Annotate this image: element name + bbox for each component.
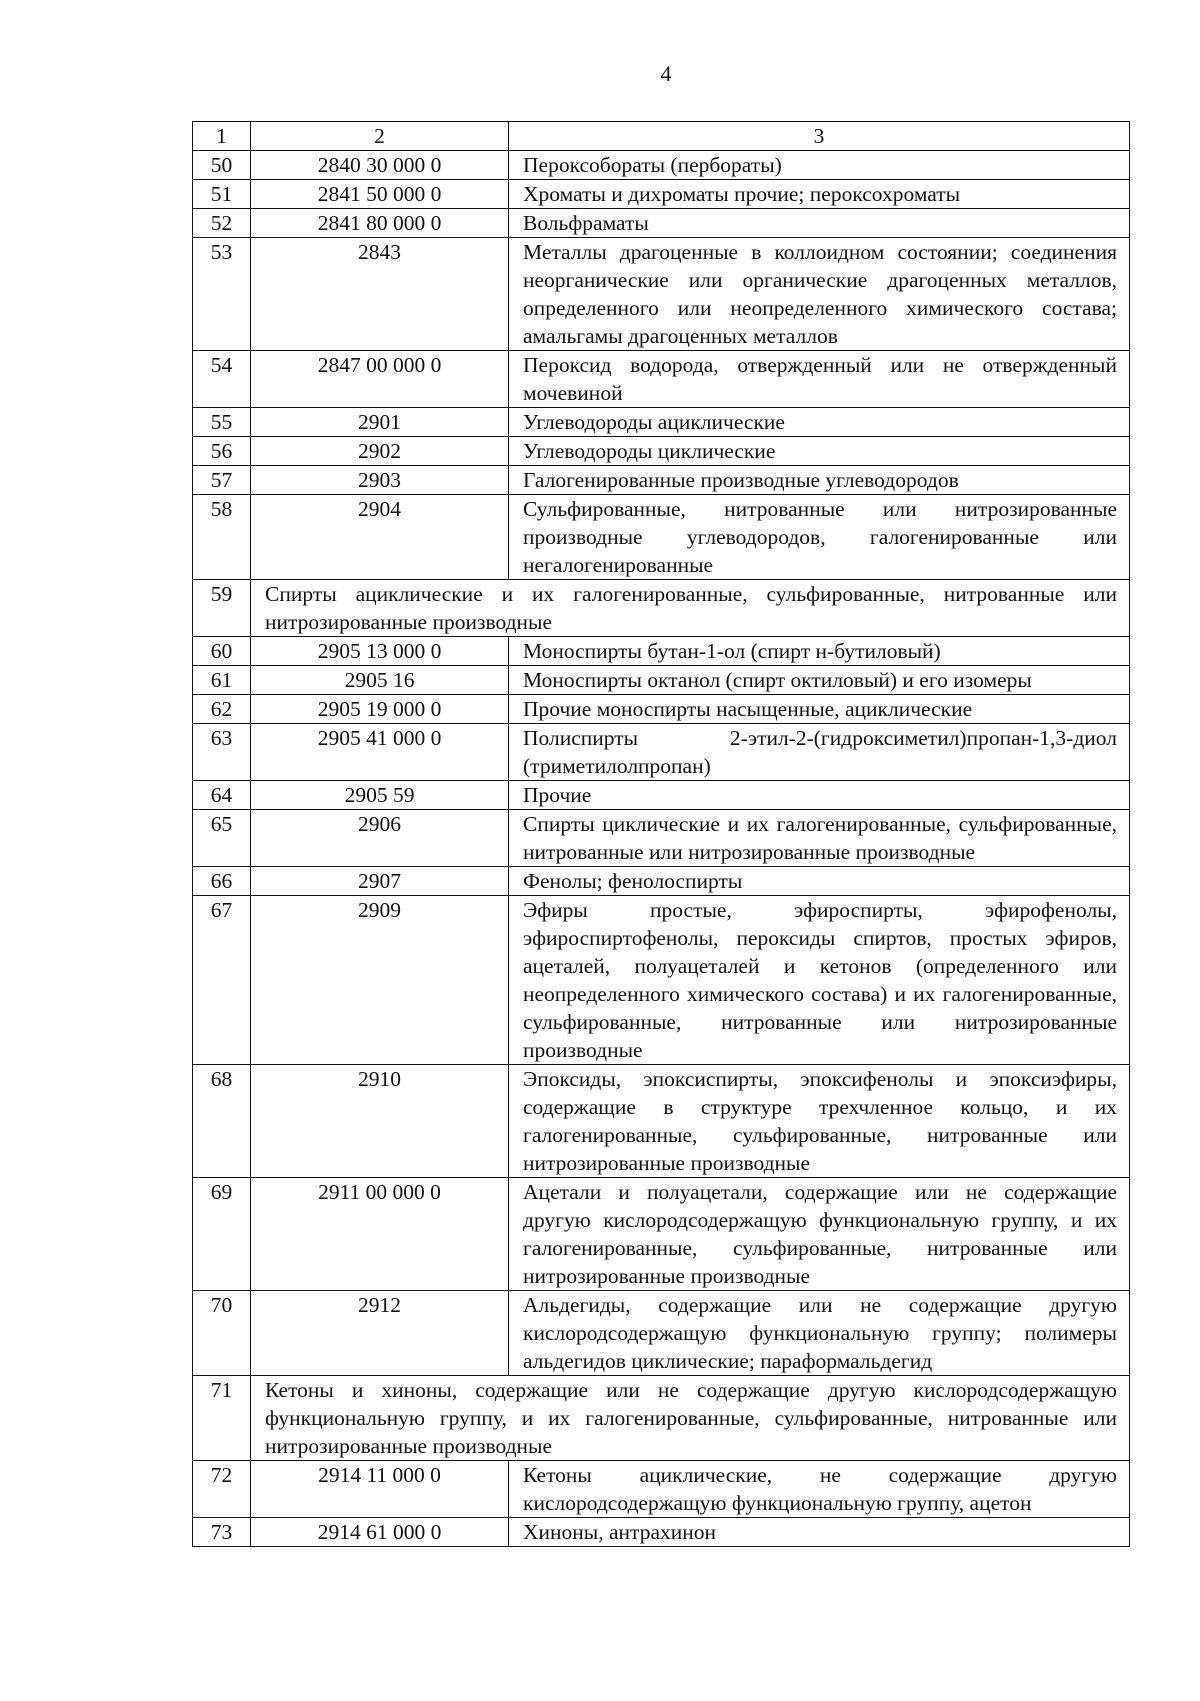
- hs-code: 2843: [251, 238, 509, 351]
- table-row: [193, 408, 1130, 437]
- hs-code: 2847 00 000 0: [251, 351, 509, 408]
- goods-description: Моноспирты бутан-1-ол (спирт н-бутиловый): [509, 637, 1130, 666]
- goods-description: Хиноны, антрахинон: [509, 1518, 1130, 1547]
- row-number: 62: [193, 695, 251, 724]
- row-number: 73: [193, 1518, 251, 1547]
- row-number: 59: [193, 580, 251, 637]
- hs-code: 2905 16: [251, 666, 509, 695]
- goods-description: Прочие: [509, 781, 1130, 810]
- row-number: 61: [193, 666, 251, 695]
- row-number: 57: [193, 466, 251, 495]
- goods-description: Углеводороды циклические: [509, 437, 1130, 466]
- hs-code: 2904: [251, 495, 509, 580]
- goods-description: Пероксобораты (пербораты): [509, 151, 1130, 180]
- table-row: [193, 637, 1130, 666]
- goods-description: Металлы драгоценные в коллоидном состоянии; соединения неорганические или органические драгоценных металлов, определенного или неопределенного химического состава; амальгамы драгоценных металлов: [509, 238, 1130, 351]
- goods-description: Эпоксиды, эпоксиспирты, эпоксифенолы и эпоксиэфиры, содержащие в структуре трехчленное кольцо, и их галогенированные, сульфированные, нитрованные или нитрозированные производные: [509, 1065, 1130, 1178]
- table-row: [193, 1178, 1130, 1291]
- table-row: [193, 810, 1130, 867]
- hs-code: 2905 19 000 0: [251, 695, 509, 724]
- column-header: 2: [251, 122, 509, 151]
- goods-description: Пероксид водорода, отвержденный или не отвержденный мочевиной: [509, 351, 1130, 408]
- row-number: 56: [193, 437, 251, 466]
- goods-description: Хроматы и дихроматы прочие; пероксохроматы: [509, 180, 1130, 209]
- table-row: [193, 896, 1130, 1065]
- goods-description: Спирты циклические и их галогенированные, сульфированные, нитрованные или нитрозированные производные: [509, 810, 1130, 867]
- table-row: [193, 1065, 1130, 1178]
- hs-code: 2911 00 000 0: [251, 1178, 509, 1291]
- hs-code: 2909: [251, 896, 509, 1065]
- hs-code: 2840 30 000 0: [251, 151, 509, 180]
- row-number: 67: [193, 896, 251, 1065]
- table-row: [193, 180, 1130, 209]
- table-row: [193, 580, 1130, 637]
- table-row: [193, 351, 1130, 408]
- hs-code: 2841 80 000 0: [251, 209, 509, 238]
- goods-table: [192, 121, 1130, 1547]
- hs-code: 2906: [251, 810, 509, 867]
- goods-description: Сульфированные, нитрованные или нитрозированные производные углеводородов, галогенированные или негалогенированные: [509, 495, 1130, 580]
- table-row: [193, 867, 1130, 896]
- goods-description: Ацетали и полуацетали, содержащие или не содержащие другую кислородсодержащую функциональную группу, и их галогенированные, сульфированные, нитрованные или нитрозированные производные: [509, 1178, 1130, 1291]
- goods-description: Моноспирты октанол (спирт октиловый) и его изомеры: [509, 666, 1130, 695]
- group-heading: Спирты ациклические и их галогенированные, сульфированные, нитрованные или нитрозированные производные: [251, 580, 1130, 637]
- row-number: 63: [193, 724, 251, 781]
- hs-code: 2907: [251, 867, 509, 896]
- row-number: 58: [193, 495, 251, 580]
- table-row: [193, 209, 1130, 238]
- row-number: 60: [193, 637, 251, 666]
- page-number: 4: [660, 61, 672, 86]
- table-row: [193, 695, 1130, 724]
- column-header: 3: [509, 122, 1130, 151]
- table-row: [193, 1518, 1130, 1547]
- table-row: [193, 1291, 1130, 1376]
- table-row: [193, 151, 1130, 180]
- row-number: 69: [193, 1178, 251, 1291]
- table-row: [193, 495, 1130, 580]
- hs-code: 2901: [251, 408, 509, 437]
- hs-code: 2910: [251, 1065, 509, 1178]
- row-number: 72: [193, 1461, 251, 1518]
- row-number: 52: [193, 209, 251, 238]
- hs-code: 2905 59: [251, 781, 509, 810]
- table-row: [193, 724, 1130, 781]
- row-number: 68: [193, 1065, 251, 1178]
- row-number: 53: [193, 238, 251, 351]
- goods-description: Альдегиды, содержащие или не содержащие другую кислородсодержащую функциональную группу; полимеры альдегидов циклические; параформальдегид: [509, 1291, 1130, 1376]
- hs-code: 2903: [251, 466, 509, 495]
- table-row: [193, 781, 1130, 810]
- goods-description: Полиспирты 2-этил-2-(гидроксиметил)пропан-1,3-диол (триметилолпропан): [509, 724, 1130, 781]
- table-row: [193, 1376, 1130, 1461]
- goods-description: Галогенированные производные углеводородов: [509, 466, 1130, 495]
- goods-description: Эфиры простые, эфироспирты, эфирофенолы, эфироспиртофенолы, пероксиды спиртов, простых эфиров, ацеталей, полуацеталей и кетонов (определенного или неопределенного химического состава) и их галогенированные, сульфированные, нитрованные или нитрозированные производные: [509, 896, 1130, 1065]
- row-number: 64: [193, 781, 251, 810]
- table-row: [193, 666, 1130, 695]
- row-number: 66: [193, 867, 251, 896]
- row-number: 55: [193, 408, 251, 437]
- hs-code: 2912: [251, 1291, 509, 1376]
- goods-description: Углеводороды ациклические: [509, 408, 1130, 437]
- row-number: 65: [193, 810, 251, 867]
- table-header-row: [193, 122, 1130, 151]
- hs-code: 2914 61 000 0: [251, 1518, 509, 1547]
- table-row: [193, 1461, 1130, 1518]
- hs-code: 2841 50 000 0: [251, 180, 509, 209]
- hs-code: 2905 41 000 0: [251, 724, 509, 781]
- table-row: [193, 437, 1130, 466]
- hs-code: 2905 13 000 0: [251, 637, 509, 666]
- table-row: [193, 466, 1130, 495]
- row-number: 71: [193, 1376, 251, 1461]
- row-number: 51: [193, 180, 251, 209]
- hs-code: 2914 11 000 0: [251, 1461, 509, 1518]
- goods-description: Кетоны ациклические, не содержащие другую кислородсодержащую функциональную группу, ацетон: [509, 1461, 1130, 1518]
- goods-description: Фенолы; фенолоспирты: [509, 867, 1130, 896]
- goods-description: Прочие моноспирты насыщенные, ациклические: [509, 695, 1130, 724]
- goods-description: Вольфраматы: [509, 209, 1130, 238]
- table-body: [193, 151, 1130, 1547]
- row-number: 50: [193, 151, 251, 180]
- group-heading: Кетоны и хиноны, содержащие или не содержащие другую кислородсодержащую функциональную группу, и их галогенированные, сульфированные, нитрованные или нитрозированные производные: [251, 1376, 1130, 1461]
- hs-code: 2902: [251, 437, 509, 466]
- row-number: 54: [193, 351, 251, 408]
- row-number: 70: [193, 1291, 251, 1376]
- table-row: [193, 238, 1130, 351]
- column-header: 1: [193, 122, 251, 151]
